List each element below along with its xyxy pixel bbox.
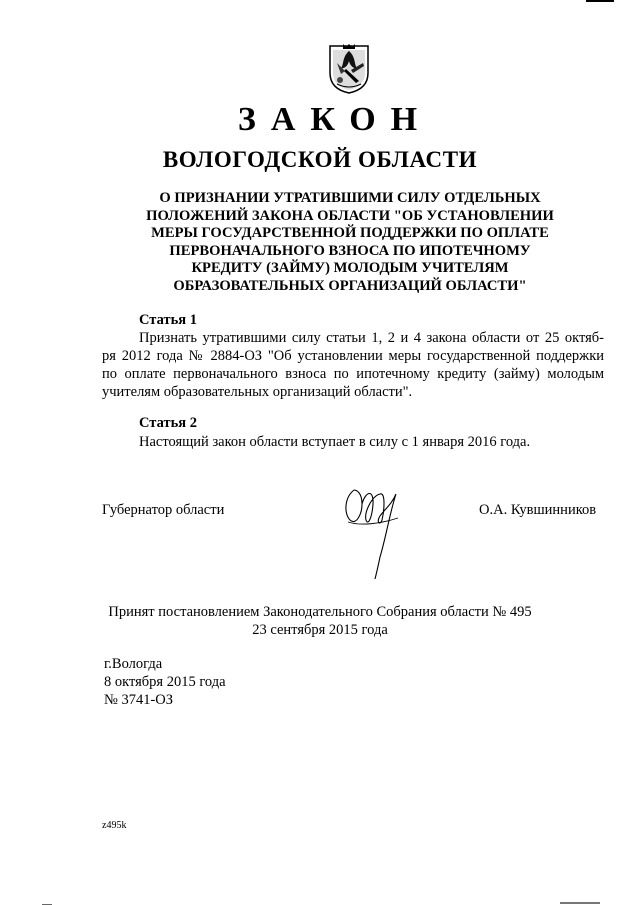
governor-name: О.А. Кувшинников (479, 502, 597, 518)
article-1-line: по оплате первоначального взноса по ипотечному кредиту (займу) молодым (102, 366, 604, 382)
adoption-date: 23 сентября 2015 года (252, 622, 388, 638)
article-1-text (102, 329, 604, 401)
vologda-coat-of-arms-icon (327, 43, 371, 95)
adoption-line: Принят постановлением Законодательного Собрания области № 495 (108, 604, 532, 620)
law-heading: ЗАКОН (237, 101, 433, 138)
title-line: МЕРЫ ГОСУДАРСТВЕННОЙ ПОДДЕРЖКИ ПО ОПЛАТЕ (151, 225, 549, 242)
article-1-line: учителям образовательных организаций области". (102, 384, 413, 400)
signing-date: 8 октября 2015 года (104, 674, 226, 690)
document-code: z495k (102, 820, 127, 831)
region-heading: ВОЛОГОДСКОЙ ОБЛАСТИ (162, 147, 478, 172)
title-line: ПЕРВОНАЧАЛЬНОГО ВЗНОСА ПО ИПОТЕЧНОМУ (169, 242, 531, 259)
law-number: № 3741-ОЗ (104, 692, 174, 708)
governor-position: Губернатор области (102, 502, 225, 518)
law-title (90, 190, 610, 296)
scan-edge-mark (586, 0, 614, 2)
article-2-text: Настоящий закон области вступает в силу с 1 января 2016 года. (139, 434, 531, 450)
article-1-line: Признать утратившими силу статьи 1, 2 и 4 закона области от 25 октяб- (139, 330, 604, 346)
place-of-signing: г.Вологда (104, 656, 163, 672)
article-1-line: ря 2012 года № 2884-ОЗ "Об установлении меры государственной поддержки (102, 348, 604, 364)
title-line: КРЕДИТУ (ЗАЙМУ) МОЛОДЫМ УЧИТЕЛЯМ (191, 260, 509, 277)
article-1-heading: Статья 1 (139, 312, 197, 328)
title-line: ПОЛОЖЕНИЙ ЗАКОНА ОБЛАСТИ "ОБ УСТАНОВЛЕНИИ (146, 207, 554, 224)
title-line: О ПРИЗНАНИИ УТРАТИВШИМИ СИЛУ ОТДЕЛЬНЫХ (159, 190, 541, 206)
article-2-heading: Статья 2 (139, 415, 197, 431)
title-line: ОБРАЗОВАТЕЛЬНЫХ ОРГАНИЗАЦИЙ ОБЛАСТИ" (173, 277, 527, 294)
handwritten-signature-icon (340, 482, 410, 582)
scan-edge-mark (560, 902, 600, 904)
